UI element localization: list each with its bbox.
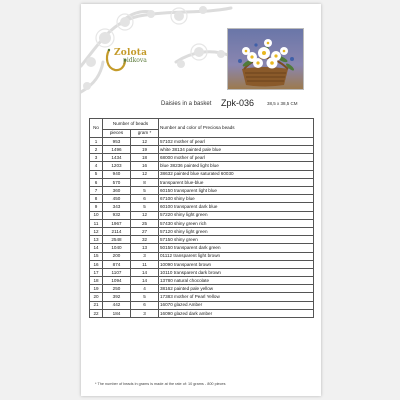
- cell-no: 8: [90, 195, 103, 203]
- table-row: [90, 301, 314, 309]
- table-row: [90, 162, 314, 170]
- cell-no: 2: [90, 146, 103, 154]
- table-row: [90, 227, 314, 235]
- cell-gram: 6: [131, 195, 159, 203]
- table-row: [90, 195, 314, 203]
- cell-gram: 25: [131, 219, 159, 227]
- design-code: Zpk-036: [221, 98, 255, 108]
- table-header-row: [90, 119, 314, 130]
- cell-bead-name: 16070 glazed Amber: [159, 301, 314, 309]
- table-row: [90, 219, 314, 227]
- cell-pieces: 442: [103, 301, 131, 309]
- table-row: [90, 154, 314, 162]
- cell-no: 19: [90, 285, 103, 293]
- cell-pieces: 570: [103, 178, 131, 186]
- cell-gram: 27: [131, 227, 159, 235]
- cell-bead-name: 57430 shiny green rich: [159, 219, 314, 227]
- cell-no: 13: [90, 236, 103, 244]
- cell-no: 15: [90, 252, 103, 260]
- cell-no: 4: [90, 162, 103, 170]
- table-row: [90, 146, 314, 154]
- cell-pieces: 1040: [103, 244, 131, 252]
- cell-bead-name: 17383 mother of Pearl Yellow: [159, 293, 314, 301]
- cell-no: 7: [90, 187, 103, 195]
- column-header-number-of-beads: Number of beads: [103, 119, 159, 130]
- logo-text-zolota: Zolota: [114, 48, 148, 58]
- cell-pieces: 1094: [103, 277, 131, 285]
- design-name: Daisies in a basket: [161, 101, 212, 107]
- footnote: * The number of beads in grams is made at the rate of: 10 grams - 800 pieces: [95, 382, 226, 386]
- cell-bead-name: blue 38236 painted light blue: [159, 162, 314, 170]
- cell-pieces: 184: [103, 309, 131, 317]
- table-row: [90, 137, 314, 145]
- cell-bead-name: white 38134 painted pale blue: [159, 146, 314, 154]
- cell-bead-name: 13780 natural chocolate: [159, 277, 314, 285]
- cell-bead-name: 38162 painted pale yellow: [159, 285, 314, 293]
- cell-no: 20: [90, 293, 103, 301]
- table-row: [90, 260, 314, 268]
- logo-text-pidkova: pidkova: [123, 57, 147, 64]
- cell-bead-name: 67100 shiny blue: [159, 195, 314, 203]
- cell-bead-name: 57120 shiny light green: [159, 227, 314, 235]
- cell-pieces: 450: [103, 195, 131, 203]
- cell-pieces: 1434: [103, 154, 131, 162]
- cell-bead-name: 68000 mother of pearl: [159, 154, 314, 162]
- cell-gram: 18: [131, 154, 159, 162]
- cell-gram: 11: [131, 260, 159, 268]
- cell-bead-name: 38632 painted blue saturated 60030: [159, 170, 314, 178]
- cell-gram: 14: [131, 277, 159, 285]
- cell-pieces: 1967: [103, 219, 131, 227]
- pattern-sheet: [81, 4, 321, 396]
- table-row: [90, 170, 314, 178]
- table-row: [90, 236, 314, 244]
- cell-gram: 16: [131, 162, 159, 170]
- cell-no: 1: [90, 137, 103, 145]
- cell-pieces: 2114: [103, 227, 131, 235]
- cell-gram: 3: [131, 309, 159, 317]
- cell-no: 21: [90, 301, 103, 309]
- cell-no: 3: [90, 154, 103, 162]
- cell-gram: 14: [131, 268, 159, 276]
- cell-pieces: 1203: [103, 162, 131, 170]
- cell-no: 11: [90, 219, 103, 227]
- design-size: 38,5 x 38,5 CM: [267, 101, 298, 106]
- cell-pieces: 343: [103, 203, 131, 211]
- cell-gram: 12: [131, 170, 159, 178]
- table-row: [90, 244, 314, 252]
- cell-gram: 5: [131, 203, 159, 211]
- cell-gram: 8: [131, 178, 159, 186]
- cell-gram: 13: [131, 244, 159, 252]
- cell-pieces: 360: [103, 187, 131, 195]
- cell-pieces: 1496: [103, 146, 131, 154]
- cell-no: 17: [90, 268, 103, 276]
- table-row: [90, 309, 314, 317]
- table-row: [90, 277, 314, 285]
- cell-bead-name: 16090 glazed dark amber: [159, 309, 314, 317]
- cell-no: 6: [90, 178, 103, 186]
- table-body: [90, 137, 314, 317]
- table-row: [90, 252, 314, 260]
- table-row: [90, 203, 314, 211]
- table-row: [90, 187, 314, 195]
- design-preview-image: [227, 28, 304, 90]
- cell-no: 5: [90, 170, 103, 178]
- cell-no: 16: [90, 260, 103, 268]
- column-header-pieces: pieces: [103, 129, 131, 137]
- cell-bead-name: 60100 transparent dark blue: [159, 203, 314, 211]
- cell-gram: 12: [131, 137, 159, 145]
- cell-pieces: 1107: [103, 268, 131, 276]
- cell-pieces: 953: [103, 137, 131, 145]
- cell-no: 22: [90, 309, 103, 317]
- cell-gram: 5: [131, 293, 159, 301]
- cell-gram: 3: [131, 252, 159, 260]
- cell-no: 14: [90, 244, 103, 252]
- cell-pieces: 250: [103, 285, 131, 293]
- cell-pieces: 932: [103, 211, 131, 219]
- cell-bead-name: 57220 shiny light green: [159, 211, 314, 219]
- column-header-name: Number and color of Preciosa beads: [159, 119, 314, 138]
- cell-gram: 32: [131, 236, 159, 244]
- cell-pieces: 392: [103, 293, 131, 301]
- cell-bead-name: 01112 transparent light brown: [159, 252, 314, 260]
- cell-pieces: 200: [103, 252, 131, 260]
- cell-bead-name: 10110 transparent dark brown: [159, 268, 314, 276]
- cell-pieces: 874: [103, 260, 131, 268]
- cell-no: 18: [90, 277, 103, 285]
- cell-pieces: 2548: [103, 236, 131, 244]
- table-row: [90, 268, 314, 276]
- cell-bead-name: 10090 transparent brown: [159, 260, 314, 268]
- cell-bead-name: 57102 mother of pearl: [159, 137, 314, 145]
- cell-bead-name: transparent blue-blue: [159, 178, 314, 186]
- cell-gram: 19: [131, 146, 159, 154]
- beads-table: [89, 118, 314, 318]
- cell-gram: 5: [131, 187, 159, 195]
- cell-gram: 4: [131, 285, 159, 293]
- cell-bead-name: 57150 shiny green: [159, 236, 314, 244]
- cell-no: 9: [90, 203, 103, 211]
- cell-pieces: 940: [103, 170, 131, 178]
- cell-gram: 6: [131, 301, 159, 309]
- cell-gram: 12: [131, 211, 159, 219]
- table-row: [90, 285, 314, 293]
- table-row: [90, 178, 314, 186]
- column-header-no: No: [90, 119, 103, 138]
- design-title-row: [81, 98, 321, 114]
- cell-bead-name: 60150 transparent light blue: [159, 187, 314, 195]
- column-header-gram: gram *: [131, 129, 159, 137]
- cell-bead-name: 50150 transparent dark green: [159, 244, 314, 252]
- table-row: [90, 211, 314, 219]
- cell-no: 10: [90, 211, 103, 219]
- table-row: [90, 293, 314, 301]
- cell-no: 12: [90, 227, 103, 235]
